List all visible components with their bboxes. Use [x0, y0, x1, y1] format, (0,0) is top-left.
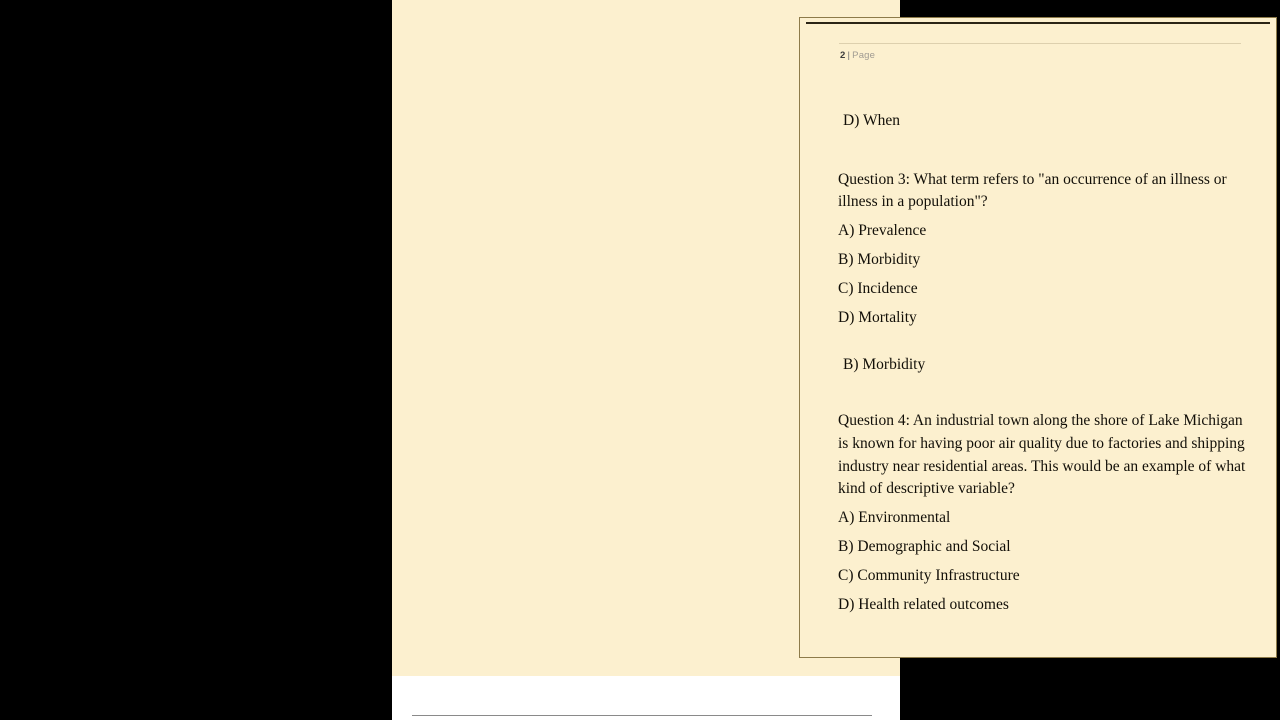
question-3-option-c[interactable]: C) Incidence	[838, 279, 918, 297]
header-divider-rule	[839, 43, 1241, 44]
answer-key-previous-question: D) When	[843, 112, 900, 129]
question-4-option-d[interactable]: D) Health related outcomes	[838, 595, 1009, 613]
page-top-accent-rule	[806, 22, 1270, 24]
question-4-prompt: Question 4: An industrial town along the shore of Lake Michigan is known for having poor air quality due to factories and shipping industry near residential areas. This would be an example of what kind of descriptive variable?	[838, 412, 1246, 498]
document-page[interactable]	[799, 17, 1277, 658]
question-3-option-d[interactable]: D) Mortality	[838, 308, 917, 326]
document-scroll-column[interactable]	[392, 0, 1246, 676]
spacer-after-question-3-options	[838, 332, 1250, 354]
next-page-top-rule	[412, 715, 872, 716]
header-page-number: 2	[840, 50, 846, 61]
question-3-option-a[interactable]: A) Prevalence	[838, 221, 927, 239]
page-running-header	[840, 50, 875, 61]
question-3-prompt: Question 3: What term refers to "an occurrence of an illness or illness in a population"?	[838, 170, 1227, 211]
answer-key-question-3: B) Morbidity	[843, 355, 926, 373]
question-4-option-b[interactable]: B) Demographic and Social	[838, 537, 1011, 555]
scroll-gap-below-page	[392, 676, 900, 720]
page-body-content	[838, 110, 1250, 619]
header-separator: |	[847, 50, 851, 61]
question-3-option-b[interactable]: B) Morbidity	[838, 250, 921, 268]
question-4-option-a[interactable]: A) Environmental	[838, 508, 951, 526]
question-4-option-c[interactable]: C) Community Infrastructure	[838, 566, 1020, 584]
question-4-options	[838, 503, 1250, 619]
question-3-options	[838, 216, 1250, 332]
header-page-label: Page	[852, 50, 876, 61]
